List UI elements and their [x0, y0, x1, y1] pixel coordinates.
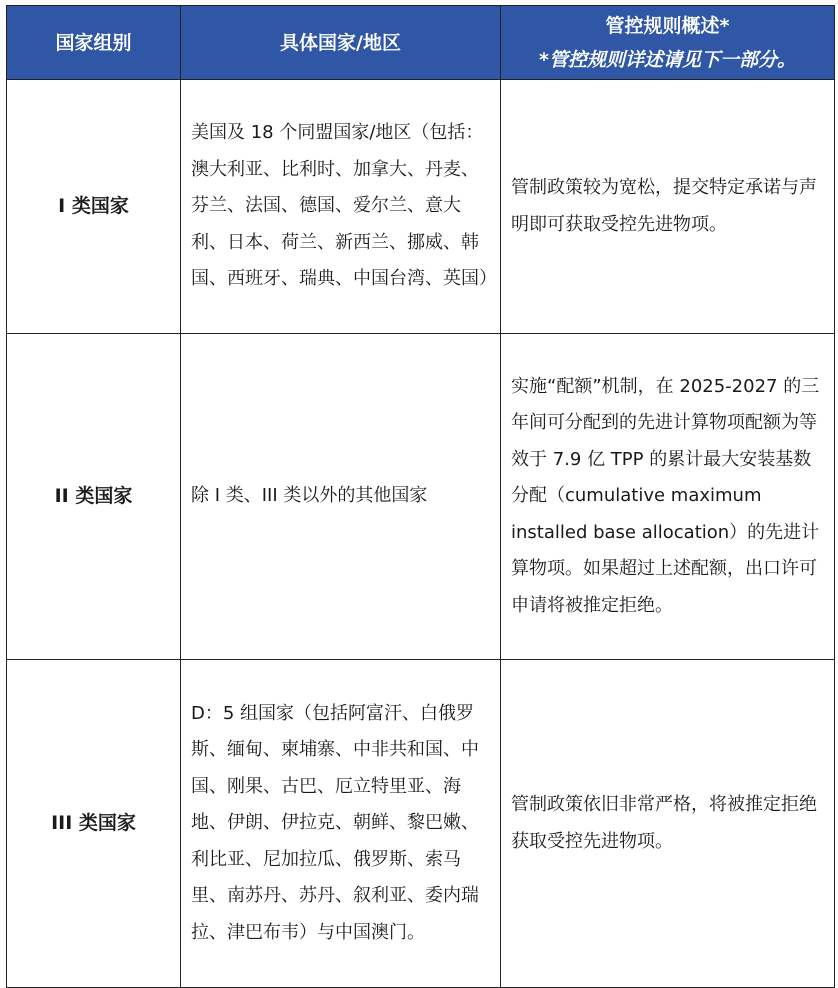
- group-cell: III 类国家: [7, 660, 181, 988]
- table-row: [7, 334, 835, 660]
- countries-cell: 美国及 18 个同盟国家/地区（包括：澳大利亚、比利时、加拿大、丹麦、芬兰、法国、德国、爱尔兰、意大利、日本、荷兰、新西兰、挪威、韩国、西班牙、瑞典、中国台湾、英国）: [181, 80, 501, 334]
- group-cell: II 类国家: [7, 334, 181, 660]
- countries-cell: 除 I 类、III 类以外的其他国家: [181, 334, 501, 660]
- header-rules-title: 管控规则概述*: [605, 14, 730, 37]
- rules-cell: 管制政策依旧非常严格，将被推定拒绝获取受控先进物项。: [501, 660, 835, 988]
- header-rules-note: *管控规则详述请见下一部分。: [539, 48, 796, 71]
- country-groups-table: [6, 5, 835, 988]
- header-country-group: 国家组别: [7, 6, 181, 80]
- header-rules-summary: [501, 6, 835, 80]
- rules-cell: 实施“配额”机制，在 2025-2027 的三年间可分配到的先进计算物项配额为等效于 7.9 亿 TPP 的累计最大安装基数分配（cumulative maximum installed base allocation）的先进计算物项。如果超过上述配额，出口许可申请将被推定拒绝。: [501, 334, 835, 660]
- countries-cell: D：5 组国家（包括阿富汗、白俄罗斯、缅甸、柬埔寨、中非共和国、中国、刚果、古巴、厄立特里亚、海地、伊朗、伊拉克、朝鲜、黎巴嫩、利比亚、尼加拉瓜、俄罗斯、索马里、南苏丹、苏丹、叙利亚、委内瑞拉、津巴布韦）与中国澳门。: [181, 660, 501, 988]
- group-cell: I 类国家: [7, 80, 181, 334]
- table-row: [7, 660, 835, 988]
- table-row: [7, 80, 835, 334]
- header-countries: 具体国家/地区: [181, 6, 501, 80]
- table-header-row: [7, 6, 835, 80]
- rules-cell: 管制政策较为宽松，提交特定承诺与声明即可获取受控先进物项。: [501, 80, 835, 334]
